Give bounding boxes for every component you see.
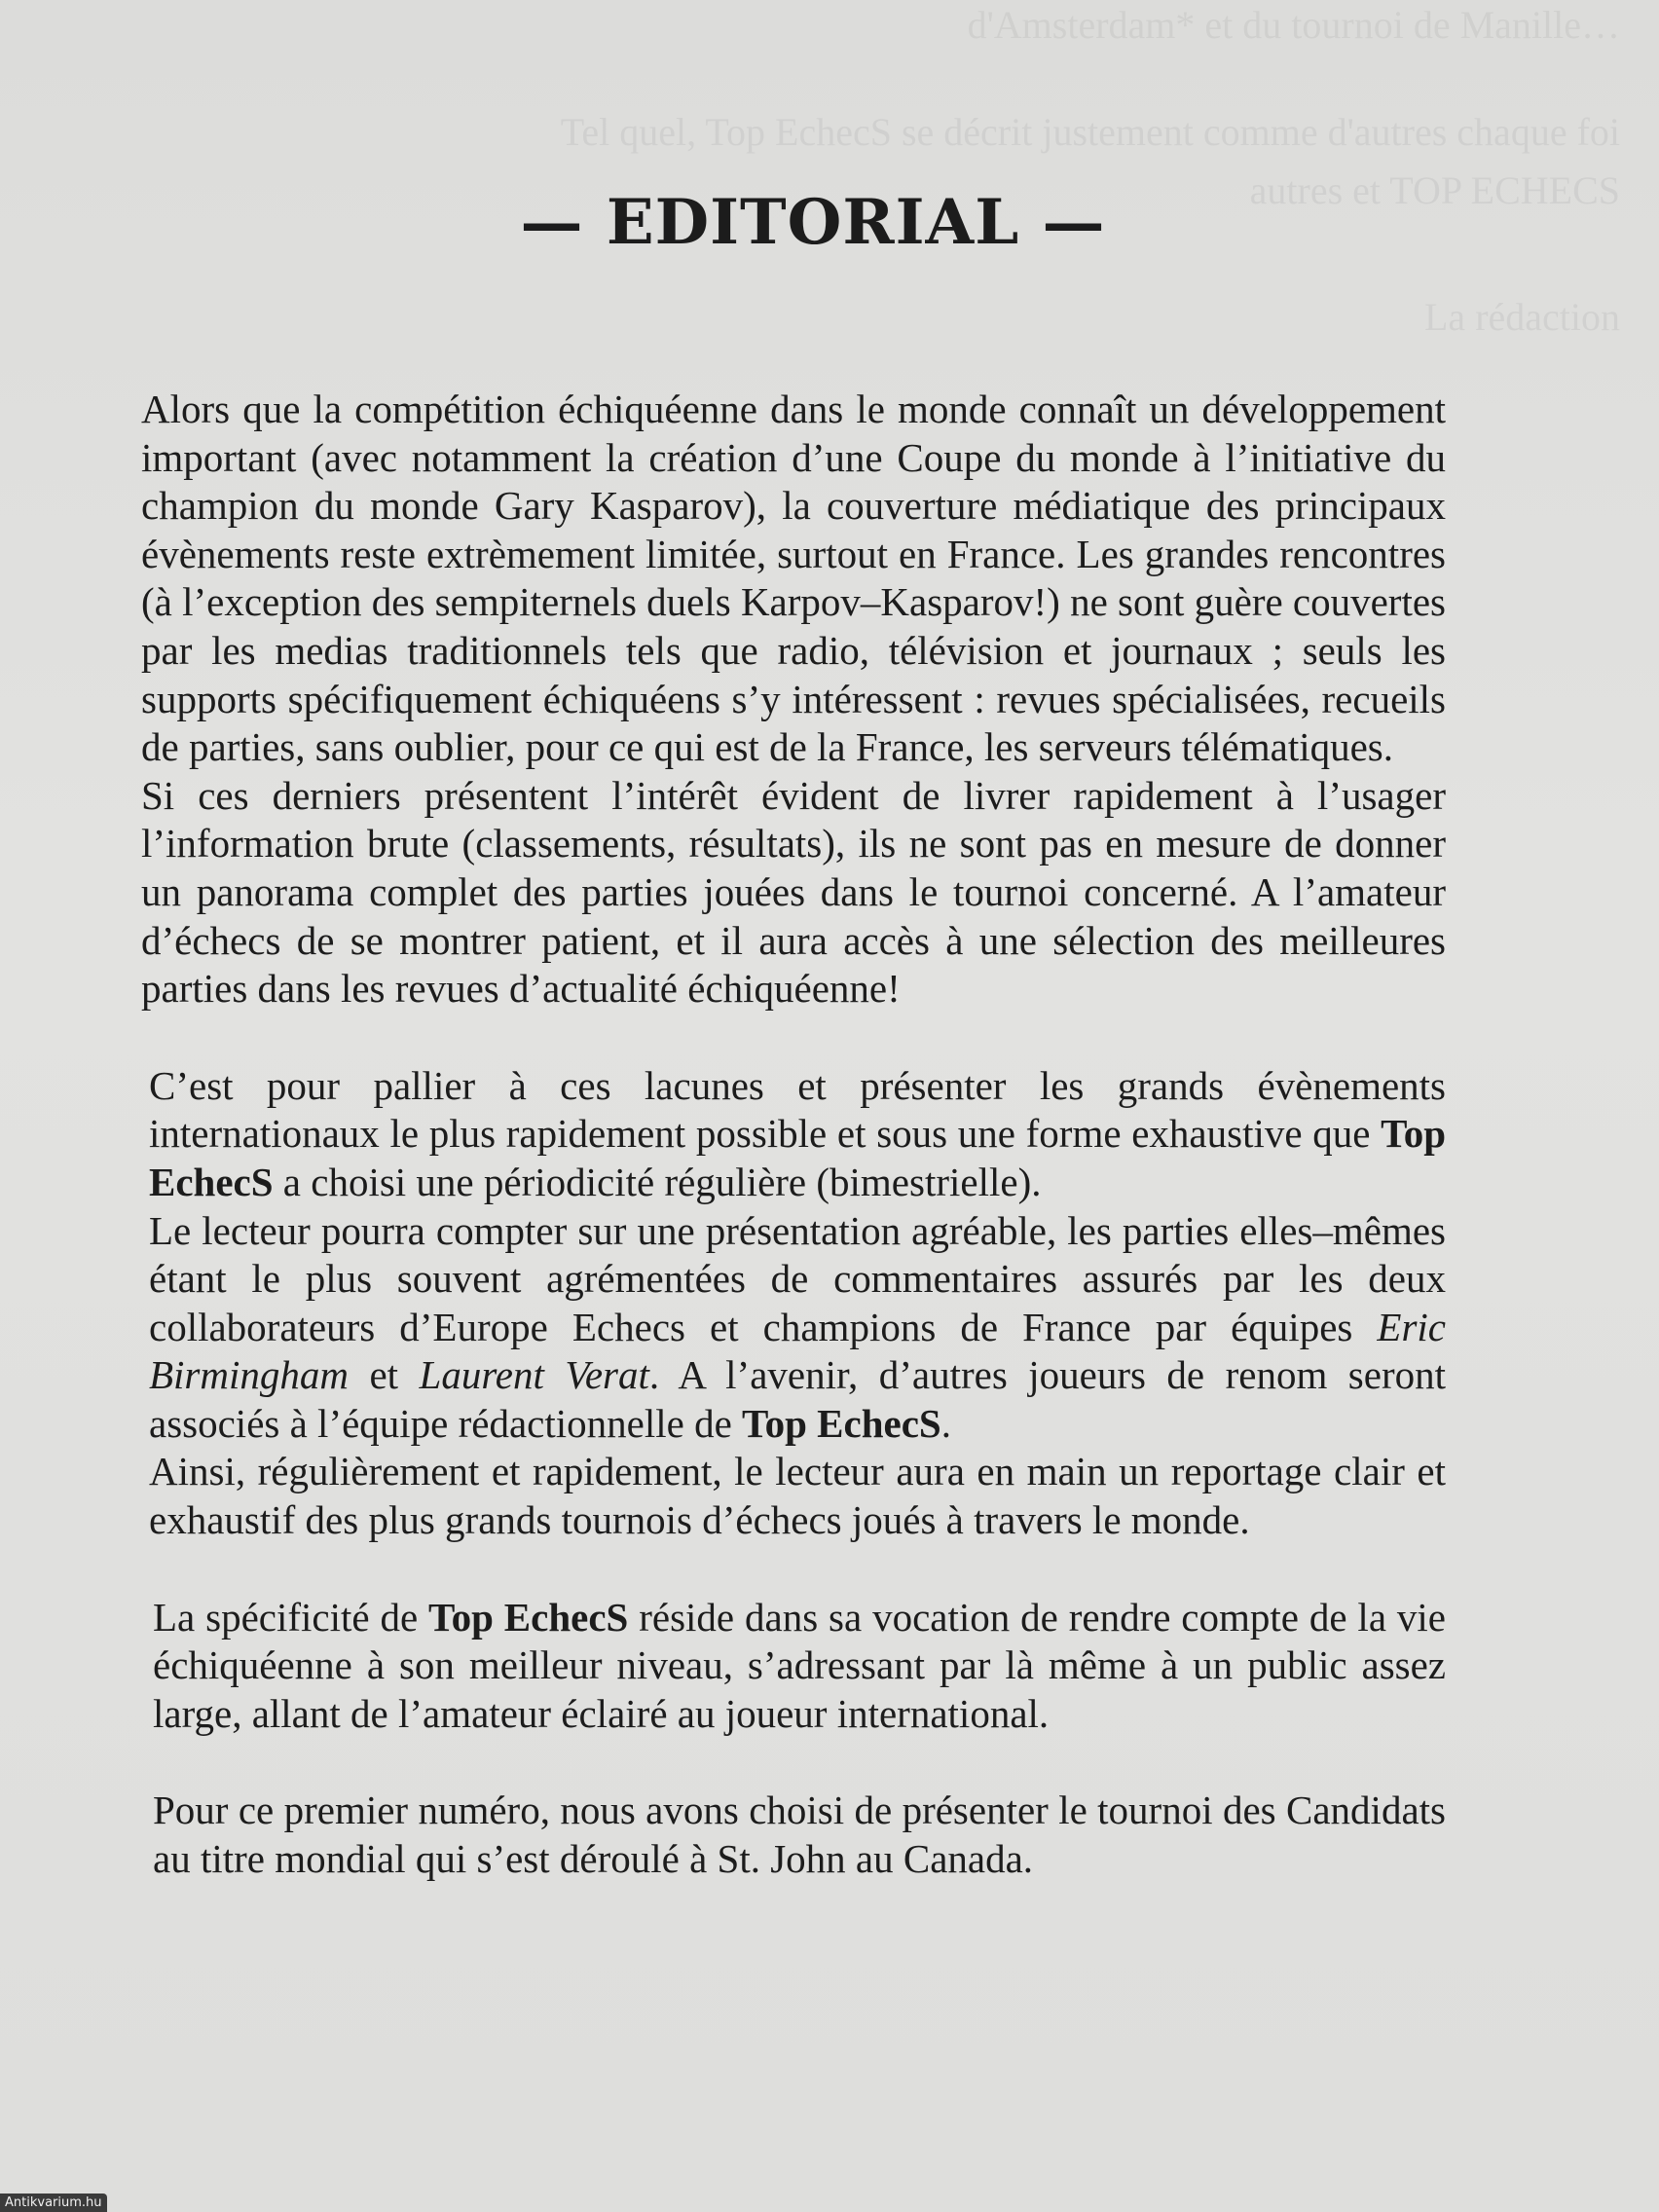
- paragraph: [141, 1062, 1446, 1207]
- page-title: — EDITORIAL —: [520, 185, 1106, 259]
- person-name: Eric Birmingham: [149, 1304, 1446, 1398]
- bleed-through-text: autres et TOP ECHECS: [1249, 168, 1620, 212]
- editorial-body: [141, 386, 1446, 1884]
- brand-name: Top EchecS: [149, 1111, 1446, 1204]
- bleed-through-text: La rédaction: [1424, 295, 1620, 339]
- text-span: .: [940, 1400, 951, 1446]
- paragraph: Pour ce premier numéro, nous avons choisi de présenter le tournoi des Candidats au titre mondial qui s’est déroulé à St. John au Canada.: [153, 1788, 1446, 1882]
- paragraph: [141, 1594, 1446, 1739]
- paragraph: Alors que la compétition échiquéenne dans le monde connaît un développement important (avec notamment la création d’une Coupe du monde à l’initiative du champion du monde Gary Kasparov), la couverture médiatique des principaux évènements reste extrèmement limitée, surtout en France. Les grandes rencontres (à l’exception des sempiternels duels Karpov–Kasparov!) ne sont guère couvertes par les medias traditionnels tels que radio, télévision et journaux ; seuls les supports spécifiquement échiquéens s’y intéressent : revues spécialisées, recueils de parties, sans oublier, pour ce qui est de la France, les serveurs télématiques.: [141, 387, 1447, 770]
- paragraph-gap: [141, 1014, 1446, 1062]
- text-span: C’est pour pallier à ces lacunes et présenter les grands évènements internationaux le plus rapidement possible et sous une forme exhaustive que: [149, 1062, 1446, 1157]
- paragraph: Si ces derniers présentent l’intérêt évident de livrer rapidement à l’usager l’information brute (classements, résultats), ils ne sont pas en mesure de donner un panorama complet des parties jouées dans le tournoi concerné. A l’amateur d’échecs de se montrer patient, et il aura accès à une sélection des meilleures parties dans les revues d’actualité échiquéenne!: [141, 772, 1446, 1012]
- text-span: réside dans sa vocation de rendre compte de la vie échiquéenne à son meilleur niveau, s’adressant par là même à un public assez large, allant de l’amateur éclairé au joueur international.: [153, 1594, 1446, 1736]
- paragraph: Ainsi, régulièrement et rapidement, le lecteur aura en main un reportage clair et exhaustif des plus grands tournois d’échecs joués à travers le monde.: [149, 1449, 1446, 1543]
- text-span: Le lecteur pourra compter sur une présentation agréable, les parties elles–mêmes étant le plus souvent agrémentées de commentaires assurés par les deux collaborateurs d’Europe Echecs et champions de France par équipes: [149, 1207, 1446, 1349]
- person-name: Laurent Verat: [419, 1352, 649, 1398]
- bleed-through-text: Tel quel, Top EchecS se décrit justement comme d'autres chaque foi: [560, 110, 1620, 154]
- brand-name: Top EchecS: [742, 1400, 941, 1446]
- bleed-through-text: d'Amsterdam* et du tournoi de Manille…: [967, 3, 1620, 47]
- text-span: La spécificité de: [153, 1594, 429, 1640]
- paragraph-gap: [141, 1545, 1446, 1594]
- brand-name: Top EchecS: [428, 1594, 629, 1640]
- text-span: et: [349, 1352, 420, 1398]
- text-span: . A l’avenir, d’autres joueurs de renom seront associés à l’équipe rédactionnelle de: [149, 1352, 1447, 1446]
- paragraph: [141, 1207, 1446, 1449]
- watermark: Antikvarium.hu: [0, 2194, 107, 2212]
- text-span: a choisi une périodicité régulière (bimestrielle).: [273, 1159, 1042, 1204]
- paragraph-gap: [141, 1738, 1446, 1787]
